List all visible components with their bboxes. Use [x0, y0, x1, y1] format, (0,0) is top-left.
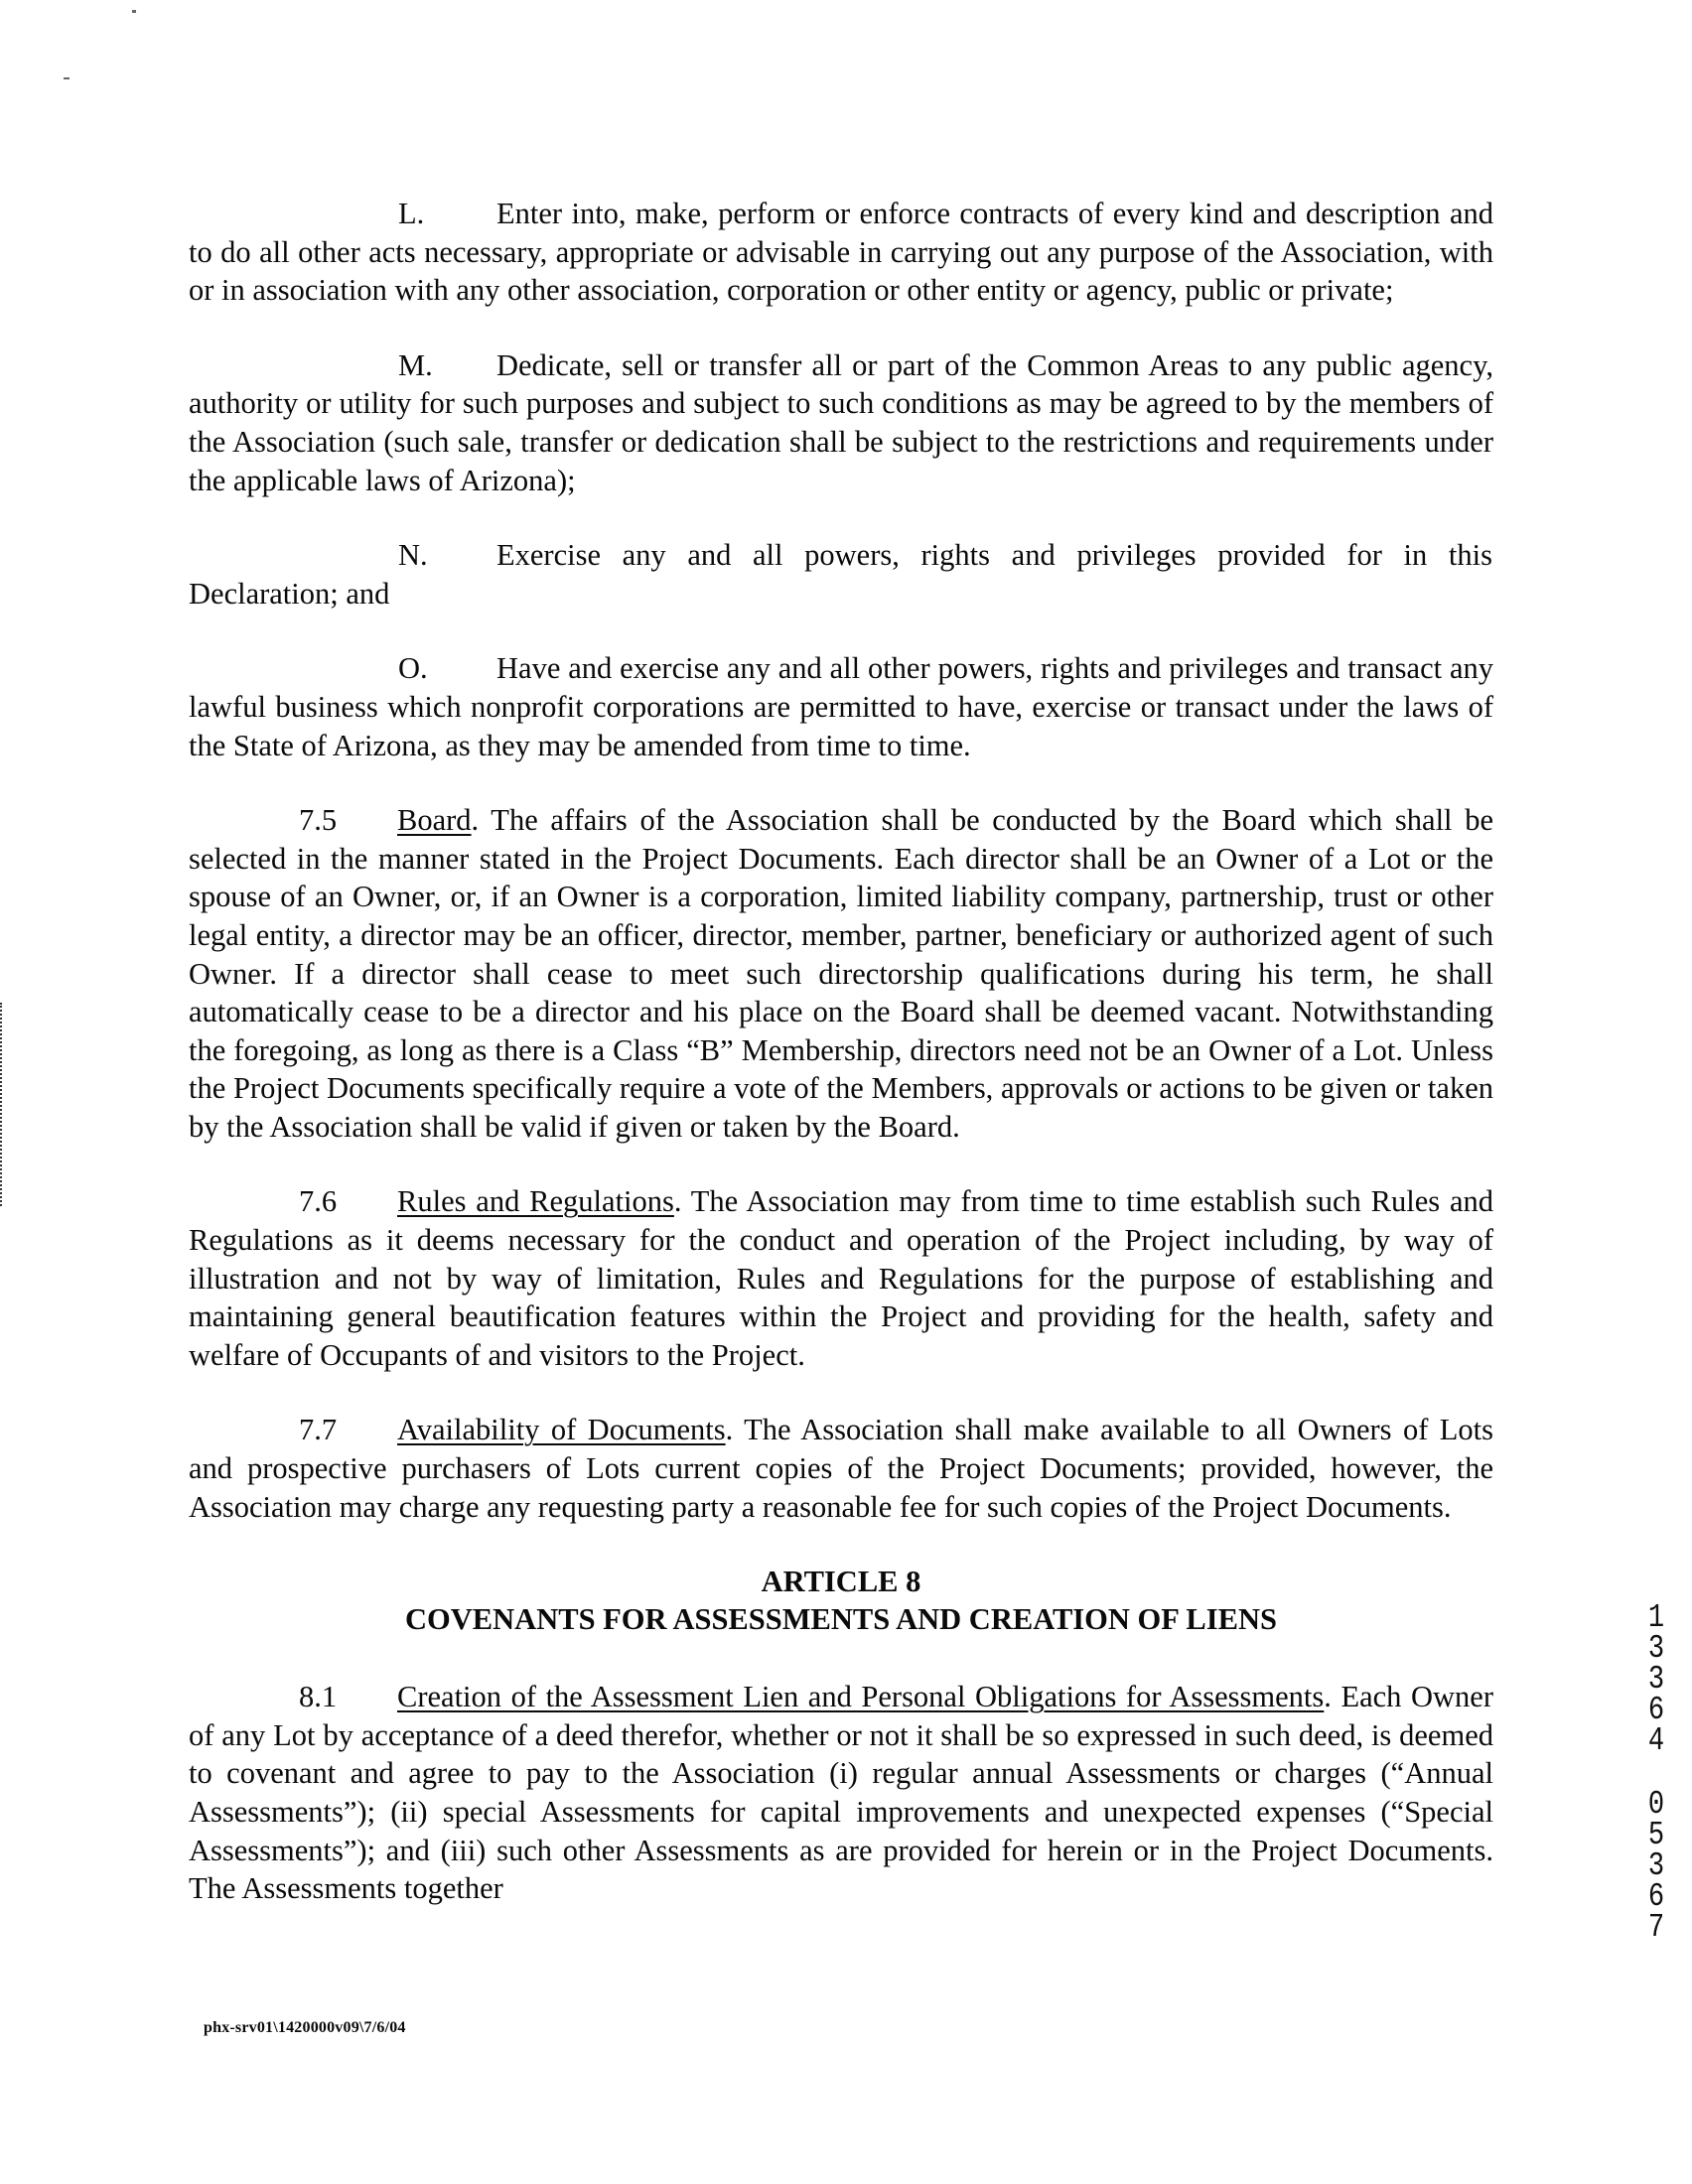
paragraph-label: M. [398, 347, 433, 382]
paragraph-text-continued: Declaration; and [189, 576, 390, 611]
article-title: COVENANTS FOR ASSESSMENTS AND CREATION OF LIENS [405, 1602, 1277, 1637]
article-number: ARTICLE 8 [761, 1565, 921, 1599]
section-heading: Creation of the Assessment Lien and Personal Obligations for Assessments [397, 1680, 1325, 1714]
section-text: . The Association shall make available to all Owners of Lots and prospective purchasers of Lots current copies of the Project Documents; provided, however, the Association may charge any requesting party a reasonable fee for such copies of the Project Documents. [189, 1413, 1493, 1524]
section-number: 7.7 [299, 1413, 338, 1447]
stamp-gap [1640, 1756, 1673, 1789]
stamp-char: 3 [1647, 1847, 1665, 1884]
stamp-char: 4 [1647, 1722, 1665, 1759]
section-text: . Each Owner of any Lot by acceptance of a deed therefor, whether or not it shall be so expressed in such deed, is deemed to covenant and agree to pay to the Association (i) regular annual Assessments or charges (“Annual Assessments”); (ii) special Assessments for capital improvements and unexpected expenses (“Special Assessments”); and (iii) such other Assessments as are provided for herein or in the Project Documents. The Assessments together [189, 1680, 1494, 1906]
paragraph-text: Exercise any and all powers, rights and privileges provided for in this [496, 538, 1492, 573]
stamp-char: 5 [1647, 1817, 1665, 1853]
recording-number-stamp [1636, 1599, 1676, 1946]
section-heading: Availability of Documents [397, 1413, 726, 1447]
stamp-char: 6 [1647, 1692, 1665, 1728]
paragraph-L [189, 195, 1493, 310]
section-7-7 [189, 1411, 1493, 1526]
stamp-char: 3 [1647, 1661, 1665, 1698]
section-heading: Rules and Regulations [397, 1184, 674, 1219]
section-number: 8.1 [299, 1680, 338, 1714]
document-body [189, 195, 1493, 1945]
paragraph-O [189, 649, 1493, 764]
stamp-char: 3 [1647, 1630, 1665, 1667]
section-7-5 [189, 801, 1493, 1146]
section-heading: Board [397, 803, 472, 838]
paragraph-M [189, 346, 1493, 499]
paragraph-text: Enter into, make, perform or enforce contracts of every kind and description and to do all other acts necessary, appropriate or advisable in carrying out any purpose of the Association, with or in association with any other association, corporation or other entity or agency, public or private; [189, 197, 1493, 308]
section-number: 7.6 [299, 1184, 338, 1219]
paragraph-label: O. [398, 651, 428, 686]
paragraph-text: Dedicate, sell or transfer all or part of the Common Areas to any public agency, authority or utility for such purposes and subject to such conditions as may be agreed to by the members of the Association (such sale, transfer or dedication shall be subject to the restrictions and requirements under the applicable laws of Arizona); [189, 347, 1493, 497]
scan-speck [132, 10, 136, 13]
stamp-char: 6 [1647, 1878, 1665, 1915]
section-number: 7.5 [299, 803, 338, 838]
stamp-char: 1 [1647, 1599, 1665, 1636]
stamp-char: 7 [1647, 1909, 1665, 1946]
paragraph-label: N. [398, 538, 428, 573]
section-7-6 [189, 1182, 1493, 1374]
section-8-1 [189, 1678, 1493, 1908]
section-text: . The Association may from time to time establish such Rules and Regulations as it deems necessary for the conduct and operation of the Project including, by way of illustration and not by way of limitation, Rules and Regulations for the purpose of establishing and maintaining general beautification features within the Project and providing for the health, safety and welfare of Occupants of and visitors to the Project. [189, 1184, 1493, 1372]
stamp-char: 0 [1647, 1786, 1665, 1823]
paragraph-text: Have and exercise any and all other powers, rights and privileges and transact any lawful business which nonprofit corporations are permitted to have, exercise or transact under the laws of the State of Arizona, as they may be amended from time to time. [189, 651, 1493, 762]
article-heading [189, 1563, 1493, 1638]
paragraph-N [189, 536, 1493, 613]
scan-margin-mark [0, 1003, 5, 1206]
paragraph-label: L. [398, 197, 425, 230]
footer-document-id: phx-srv01\1420000v09\7/6/04 [204, 2019, 406, 2036]
section-text: . The affairs of the Association shall be conducted by the Board which shall be selected in the manner stated in the Project Documents. Each director shall be an Owner of a Lot or the spouse of an Owner, or, if an Owner is a corporation, limited liability company, partnership, trust or other legal entity, a director may be an officer, director, member, partner, beneficiary or authorized agent of such Owner. If a director shall cease to meet such directorship qualifications during his term, he shall automatically cease to be a director and his place on the Board shall be deemed vacant. Notwithstanding the foregoing, as long as there is a Class “B” Membership, directors need not be an Owner of a Lot. Unless the Project Documents specifically require a vote of the Members, approvals or actions to be given or taken by the Association shall be valid if given or taken by the Board. [189, 803, 1493, 1144]
scan-speck [64, 77, 70, 79]
